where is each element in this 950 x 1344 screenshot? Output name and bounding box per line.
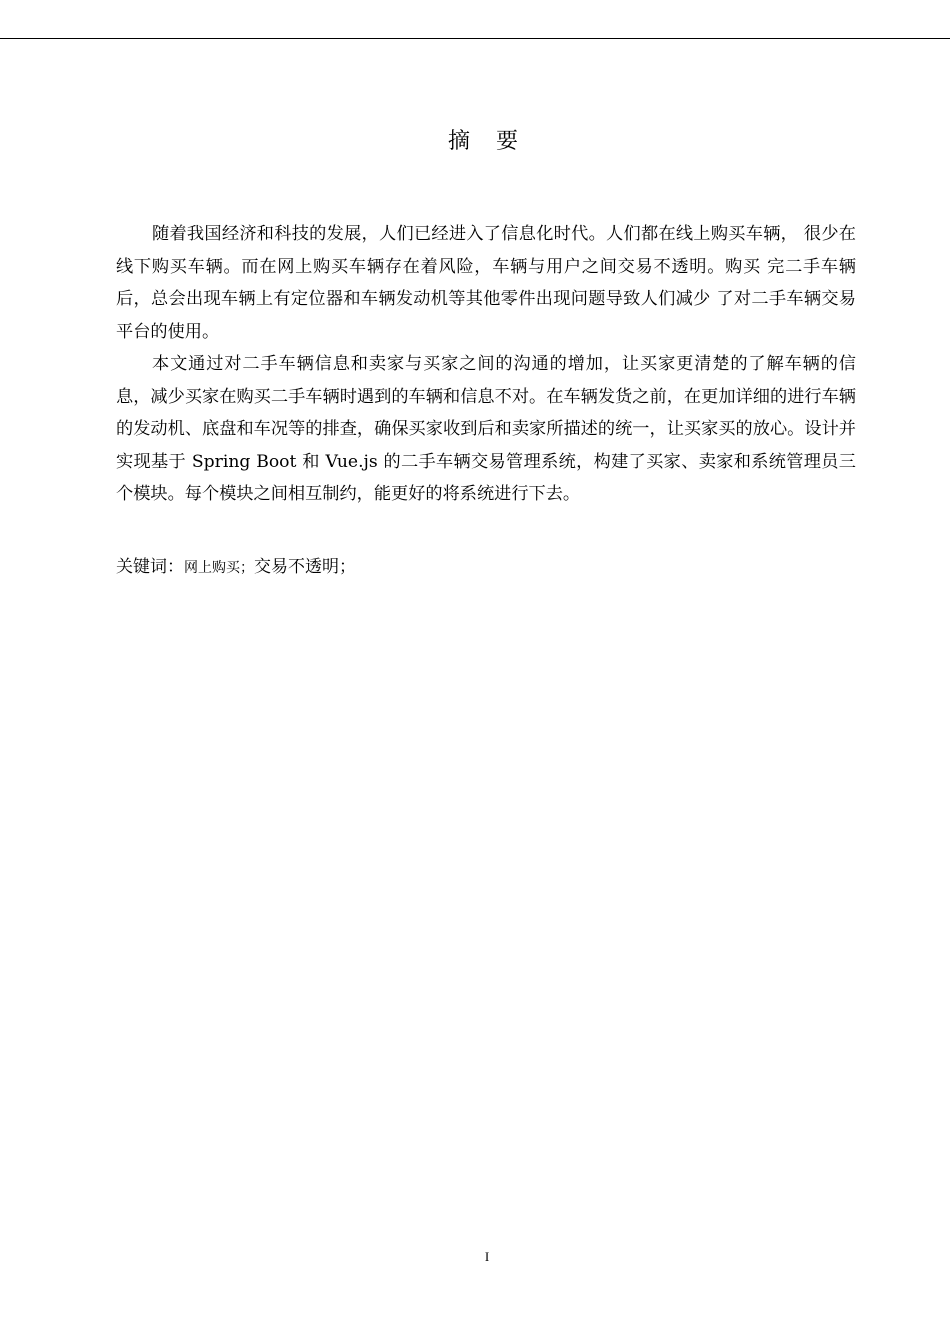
keyword-2: 交易不透明； xyxy=(254,557,356,577)
title-char-2: 要 xyxy=(496,129,519,154)
keywords-line xyxy=(116,552,856,583)
page-number: I xyxy=(484,1249,490,1264)
abstract-title xyxy=(0,126,950,158)
abstract-body xyxy=(116,218,856,511)
abstract-paragraph-2: 本文通过对二手车辆信息和卖家与买家之间的沟通的增加，让买家更清楚的了解车辆的信息，减少买家在购买二手车辆时遇到的车辆和信息不对。在车辆发货之前，在更加详细的进行车辆的发动机、底盘和车况等的排查，确保买家收到后和卖家所描述的统一，让买家买的放心。设计并实现基于 Spring Boot 和 Vue.js 的二手车辆交易管理系统，构建了买家、卖家和系统管理员三个模块。每个模块之间相互制约，能更好的将系统进行下去。 xyxy=(116,354,856,504)
keywords-label: 关键词： xyxy=(116,557,184,577)
keyword-1: 网上购买； xyxy=(184,560,254,576)
header-rule xyxy=(0,38,950,39)
abstract-paragraph-1: 随着我国经济和科技的发展，人们已经进入了信息化时代。人们都在线上购买车辆， 很少在线下购买车辆。而在网上购买车辆存在着风险，车辆与用户之间交易不透明。购买 完二手车辆后，总会出现车辆上有定位器和车辆发动机等其他零件出现问题导致人们减少 了对二手车辆交易平台的使用。 xyxy=(116,224,856,342)
title-char-1: 摘 xyxy=(447,129,470,154)
